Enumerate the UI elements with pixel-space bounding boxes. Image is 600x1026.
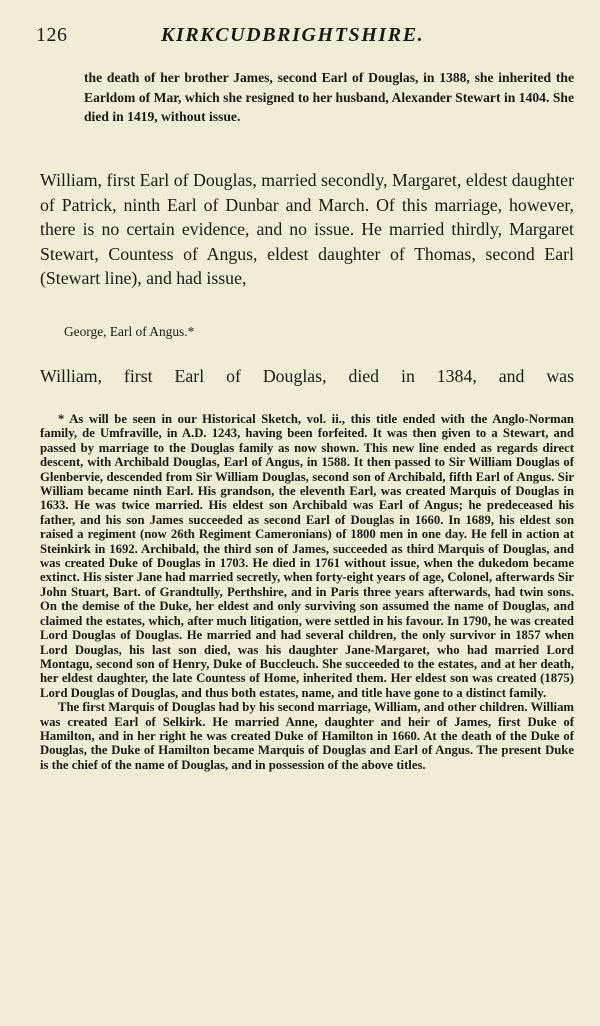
footnote-paragraph-1: * As will be seen in our Historical Sketch, vol. ii., this title ended with the Anglo-Norman family, de Umfraville, in A.D. 1243, having been forfeited. It was then given to a Stewart, and passed by marriage to the Douglas family as now shown. This new line ended as regards direct descent, with Archibald Douglas, Earl of Angus, in 1588. It then passed to Sir William Douglas of Glenbervie, descended from Sir William Douglas, second son of Archibald, fifth Earl of Angus. Sir William became ninth Earl. His grandson, the eleventh Earl, was created Marquis of Douglas in 1633. He was twice married. His eldest son Archibald was Earl of Angus; he predeceased his father, and his son James succeeded as second Earl of Douglas in 1660. In 1689, his eldest son raised a regiment (now 26th Regiment Cameronians) of 1800 men in one day. He fell in action at Steinkirk in 1692. Archibald, the third son of James, succeeded as third Marquis of Douglas, and was created Duke of Douglas in 1703. He died in 1761 without issue, when the dukedom became extinct. His sister Jane had married secretly, when forty-eight years of age, Colonel, afterwards Sir John Stuart, Bart. of Grandtully, Perthshire, and in Paris three years afterwards, had twin sons. On the demise of the Duke, her eldest and only surviving son assumed the name of Douglas, and claimed the estates, which, after much litigation, were settled in his favour. In 1790, he was created Lord Douglas of Douglas. He married and had several children, the only survivor in 1857 when Lord Douglas, his last son died, was his daughter Jane-Margaret, who had married Lord Montagu, second son of Henry, Duke of Buccleuch. She succeeded to the estates, and at her death, her eldest daughter, the late Countess of Home, inherited them. Her eldest son was created (1875) Lord Douglas of Douglas, and thus both estates, name, and title have gone to a distinct family. [40, 412, 574, 700]
footnote [40, 412, 574, 772]
page-header [36, 24, 576, 52]
continuation-paragraph: the death of her brother James, second Earl of Douglas, in 1388, she inherited the Earldom of Mar, which she resigned to her husband, Alexander Stewart in 1404. She died in 1419, without issue. [84, 70, 574, 124]
main-paragraph: William, first Earl of Douglas, married secondly, Margaret, eldest daughter of Patrick, ninth Earl of Dunbar and March. Of this marriage, however, there is no certain evidence, and no issue. He married thirdly, Margaret Stewart, Countess of Angus, eldest daughter of Thomas, second Earl (Stewart line), and had issue, [40, 170, 574, 288]
running-head: KIRKCUDBRIGHTSHIRE. [161, 24, 425, 46]
last-line: William, first Earl of Douglas, died in 1384, and was [40, 366, 574, 386]
issue-line: George, Earl of Angus.* [64, 324, 195, 339]
page-number: 126 [36, 24, 68, 46]
footnote-paragraph-2: The first Marquis of Douglas had by his second marriage, William, and other children. William was created Earl of Selkirk. He married Anne, daughter and heir of James, first Duke of Hamilton, and in her right he was created Duke of Hamilton in 1660. At the death of the Duke of Douglas, the Duke of Hamilton became Marquis of Douglas and Earl of Angus. The present Duke is the chief of the name of Douglas, and in possession of the above titles. [40, 700, 574, 772]
